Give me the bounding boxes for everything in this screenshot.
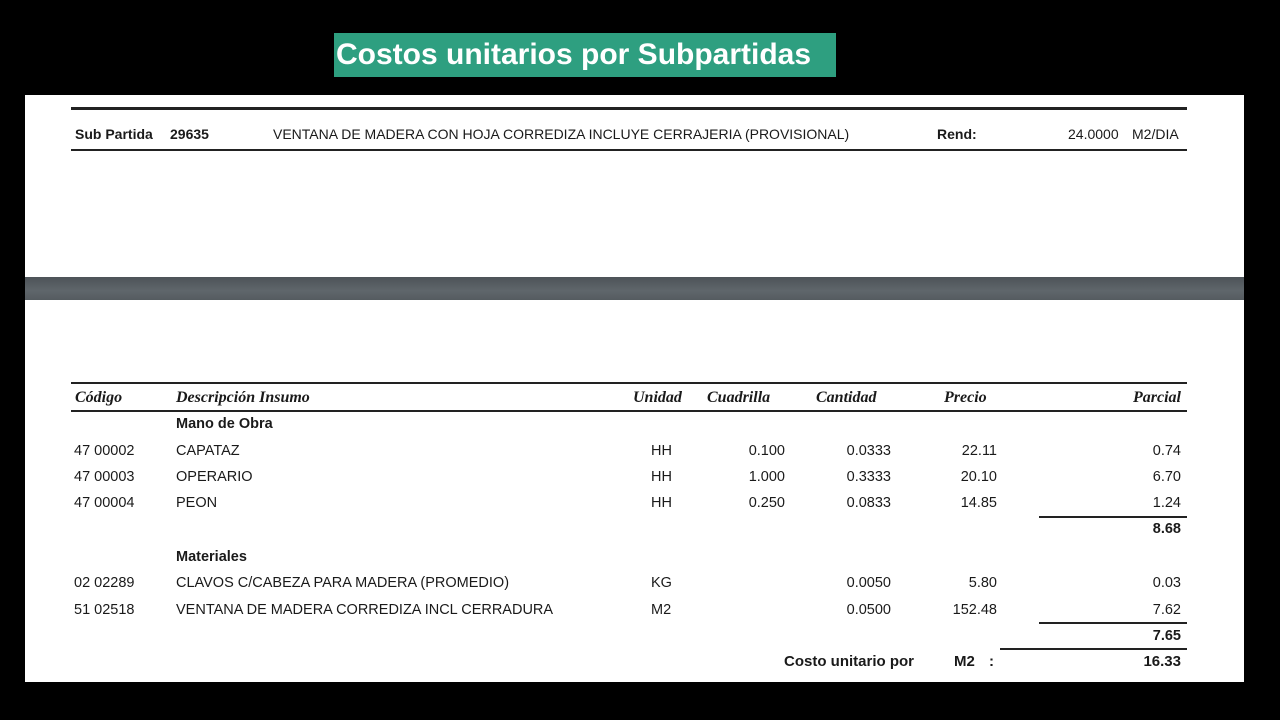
insumos-sheet xyxy=(25,300,1244,682)
row-cantidad: 0.0500 xyxy=(846,602,891,618)
row-precio: 22.11 xyxy=(961,443,997,459)
subpartida-code: 29635 xyxy=(170,126,209,142)
subtotal-rule xyxy=(1039,516,1187,518)
row-cantidad: 0.0333 xyxy=(846,443,891,459)
row-codigo: 47 00004 xyxy=(74,495,135,511)
row-cantidad: 0.3333 xyxy=(846,469,891,485)
total-unit: M2 xyxy=(954,653,975,670)
col-unidad: Unidad xyxy=(633,389,682,406)
col-cantidad: Cantidad xyxy=(816,389,877,406)
row-unidad: KG xyxy=(651,575,672,591)
row-descripcion: OPERARIO xyxy=(176,469,253,485)
row-cantidad: 0.0050 xyxy=(846,575,891,591)
subpartida-sheet xyxy=(25,95,1244,277)
subpartida-description: VENTANA DE MADERA CON HOJA CORREDIZA INCLUYE CERRAJERIA (PROVISIONAL) xyxy=(273,126,850,142)
rend-value: 24.0000 xyxy=(1068,126,1119,142)
rend-unit: M2/DIA xyxy=(1132,126,1179,142)
total-label: Costo unitario por xyxy=(784,653,914,670)
col-precio: Precio xyxy=(944,389,987,406)
col-codigo: Código xyxy=(75,389,123,406)
row-unidad: HH xyxy=(651,495,672,511)
row-codigo: 47 00002 xyxy=(74,443,135,459)
header-top-rule xyxy=(71,107,1187,110)
row-descripcion: VENTANA DE MADERA CORREDIZA INCL CERRADURA xyxy=(176,602,554,618)
rend-label: Rend: xyxy=(937,126,977,142)
row-codigo: 02 02289 xyxy=(74,575,135,591)
row-precio: 5.80 xyxy=(968,575,997,591)
total-rule xyxy=(1000,648,1187,650)
row-parcial: 0.74 xyxy=(1152,443,1181,459)
row-unidad: HH xyxy=(651,469,672,485)
subtotal-rule xyxy=(1039,622,1187,624)
row-codigo: 47 00003 xyxy=(74,469,135,485)
row-descripcion: CLAVOS C/CABEZA PARA MADERA (PROMEDIO) xyxy=(176,575,510,591)
col-parcial: Parcial xyxy=(1133,389,1181,406)
row-unidad: M2 xyxy=(651,602,672,618)
row-precio: 152.48 xyxy=(952,602,997,618)
row-unidad: HH xyxy=(651,443,672,459)
row-descripcion: CAPATAZ xyxy=(176,443,240,459)
col-descripcion: Descripción Insumo xyxy=(176,389,310,406)
col-cuadrilla: Cuadrilla xyxy=(707,389,771,406)
table-header-rule xyxy=(71,410,1187,412)
row-cuadrilla: 1.000 xyxy=(748,469,785,485)
row-cuadrilla: 0.100 xyxy=(748,443,785,459)
row-parcial: 0.03 xyxy=(1152,575,1181,591)
row-cuadrilla: 0.250 xyxy=(748,495,785,511)
subtotal-mano-de-obra: 8.68 xyxy=(1152,521,1181,537)
total-value: 16.33 xyxy=(1143,653,1181,670)
group-materiales: Materiales xyxy=(176,549,247,565)
row-descripcion: PEON xyxy=(176,495,218,511)
row-parcial: 1.24 xyxy=(1152,495,1181,511)
group-mano-de-obra: Mano de Obra xyxy=(176,416,273,432)
page-break-bar xyxy=(25,277,1244,300)
row-parcial: 7.62 xyxy=(1152,602,1181,618)
page-title: Costos unitarios por Subpartidas xyxy=(334,33,836,77)
header-bottom-rule xyxy=(71,149,1187,151)
row-parcial: 6.70 xyxy=(1152,469,1181,485)
subpartida-label: Sub Partida xyxy=(75,126,153,142)
row-precio: 20.10 xyxy=(960,469,997,485)
table-top-rule xyxy=(71,382,1187,384)
row-cantidad: 0.0833 xyxy=(846,495,891,511)
subtotal-materiales: 7.65 xyxy=(1152,628,1181,644)
row-precio: 14.85 xyxy=(960,495,997,511)
row-codigo: 51 02518 xyxy=(74,602,135,618)
total-separator: : xyxy=(989,653,994,670)
